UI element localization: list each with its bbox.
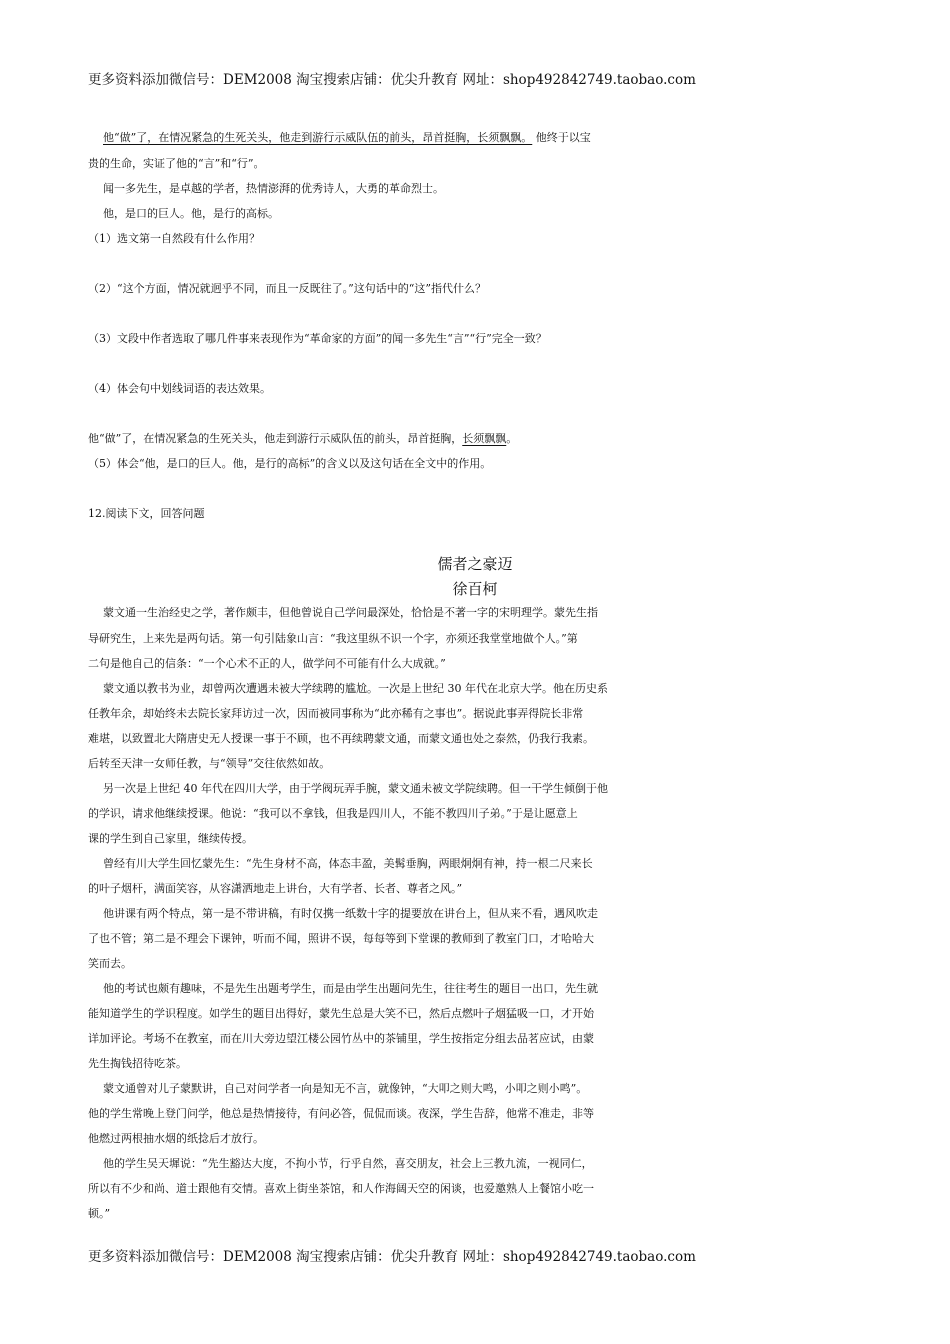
- article-line: 了也不管；第二是不理会下课钟，听而不闻，照讲不误，每每等到下堂课的教师到了教室门口，才哈哈大: [88, 932, 594, 945]
- article-line: 他的学生常晚上登门问学，他总是热情接待，有问必答，侃侃而谈。夜深，学生告辞，他常不准走，非等: [88, 1107, 594, 1120]
- sentence-end: 。: [506, 432, 518, 445]
- article-line: 他的学生吴天墀说：“先生豁达大度，不拘小节，行乎自然，喜交朋友，社会上三教九流，一视同仁，: [103, 1157, 593, 1170]
- article-line: 详加评论。考场不在教室，而在川大旁边望江楼公园竹丛中的茶铺里，学生按指定分组去品茗应试，由蒙: [88, 1032, 594, 1045]
- article-line: 课的学生到自己家里，继续传授。: [88, 832, 253, 845]
- underlined-sentence: 他“做”了，在情况紧急的生死关头，他走到游行示威队伍的前头，昂首挺胸，长须飘飘。: [103, 131, 533, 144]
- question-12-prompt: 12.阅读下文，回答问题: [88, 507, 205, 520]
- article-line: 蒙文通以教书为业，却曾两次遭遇未被大学续聘的尴尬。一次是上世纪 30 年代在北京大学。他在历史系: [103, 682, 608, 695]
- article-line: 蒙文通一生治经史之学，著作颇丰，但他曾说自己学问最深处，恰恰是不著一字的宋明理学。蒙先生指: [103, 606, 598, 619]
- article-line: 后转至天津一女师任教，与“领导”交往依然如故。: [88, 757, 331, 770]
- article-line: 能知道学生的学识程度。如学生的题目出得好，蒙先生总是大笑不已，然后点燃叶子烟猛吸一口，才开始: [88, 1007, 594, 1020]
- article-line: 蒙文通曾对儿子蒙默讲，自己对问学者一向是知无不言，就像钟，“大叩之则大鸣，小叩之则小鸣”。: [103, 1082, 588, 1095]
- article-line: 另一次是上世纪 40 年代在四川大学，由于学阀玩弄手腕，蒙文通未被文学院续聘。但一干学生倾倒于他: [103, 782, 608, 795]
- article-line: 他燃过两根抽水烟的纸捻后才放行。: [88, 1132, 264, 1145]
- question-5: （5）体会“他，是口的巨人。他，是行的高标”的含义以及这句话在全文中的作用。: [88, 457, 492, 470]
- article-author: 徐百柯: [452, 580, 498, 598]
- article-line: 二句是他自己的信条：“一个心术不正的人，做学问不可能有什么大成就。”: [88, 657, 446, 670]
- page-header: 更多资料添加微信号：DEM2008 淘宝搜索店铺：优尖升教育 网址：shop492842749.taobao.com: [88, 72, 696, 88]
- question-2: （2）“这个方面，情况就迥乎不同，而且一反既往了。”这句话中的“这”指代什么？: [88, 282, 486, 295]
- article-title: 儒者之豪迈: [437, 555, 513, 573]
- paragraph-text: 他终于以宝: [532, 131, 591, 144]
- question-4-sentence: [88, 429, 868, 449]
- article-line: 的叶子烟杆，满面笑容，从容潇洒地走上讲台，大有学者、长者、尊者之风。”: [88, 882, 463, 895]
- sentence-text: 他“做”了，在情况紧急的生死关头，他走到游行示威队伍的前头，昂首挺胸，: [88, 432, 463, 445]
- passage-paragraph-1-cont: 贵的生命，实证了他的“言”和“行”。: [88, 157, 265, 170]
- article-line: 笑而去。: [88, 957, 132, 970]
- article-line: 曾经有川大学生回忆蒙先生：“先生身材不高，体态丰盈，美髯垂胸，两眼炯炯有神，持一根二尺来长: [103, 857, 593, 870]
- article-line: 难堪，以致置北大隋唐史无人授课一事于不顾，也不再续聘蒙文通，而蒙文通也处之泰然，仍我行我素。: [88, 732, 594, 745]
- article-line: 导研究生，上来先是两句话。第一句引陆象山言：“我这里纵不识一个字，亦须还我堂堂地做个人。”第: [88, 632, 578, 645]
- article-line: 顿。”: [88, 1207, 111, 1220]
- page-footer: 更多资料添加微信号：DEM2008 淘宝搜索店铺：优尖升教育 网址：shop492842749.taobao.com: [88, 1249, 696, 1265]
- passage-paragraph-1: [88, 128, 883, 148]
- article-line: 的学识，请求他继续授课。他说：“我可以不拿钱，但我是四川人，不能不教四川子弟。”于是让愿意上: [88, 807, 578, 820]
- article-line: 他讲课有两个特点，第一是不带讲稿，有时仅携一纸数十字的提要放在讲台上，但从来不看，遇风吹走: [103, 907, 598, 920]
- question-4: （4）体会句中划线词语的表达效果。: [88, 382, 271, 395]
- passage-paragraph-3: 他，是口的巨人。他，是行的高标。: [103, 207, 279, 220]
- article-line: 所以有不少和尚、道士跟他有交情。喜欢上街坐茶馆，和人作海阔天空的闲谈，也爱邀熟人上餐馆小吃一: [88, 1182, 594, 1195]
- passage-paragraph-2: 闻一多先生，是卓越的学者，热情澎湃的优秀诗人，大勇的革命烈士。: [103, 182, 444, 195]
- article-line: 先生掏钱招待吃茶。: [88, 1057, 187, 1070]
- question-3: （3）文段中作者选取了哪几件事来表现作为“革命家的方面”的闻一多先生“言”“行”完全一致？: [88, 332, 547, 345]
- article-line: 任教年余，却始终未去院长家拜访过一次，因而被同事称为“此亦稀有之事也”。据说此事弄得院长非常: [88, 707, 584, 720]
- underlined-phrase: 长须飘飘: [462, 432, 507, 445]
- article-line: 他的考试也颇有趣味，不是先生出题考学生，而是由学生出题问先生，往往考生的题目一出口，先生就: [103, 982, 598, 995]
- question-1: （1）选文第一自然段有什么作用？: [88, 232, 260, 245]
